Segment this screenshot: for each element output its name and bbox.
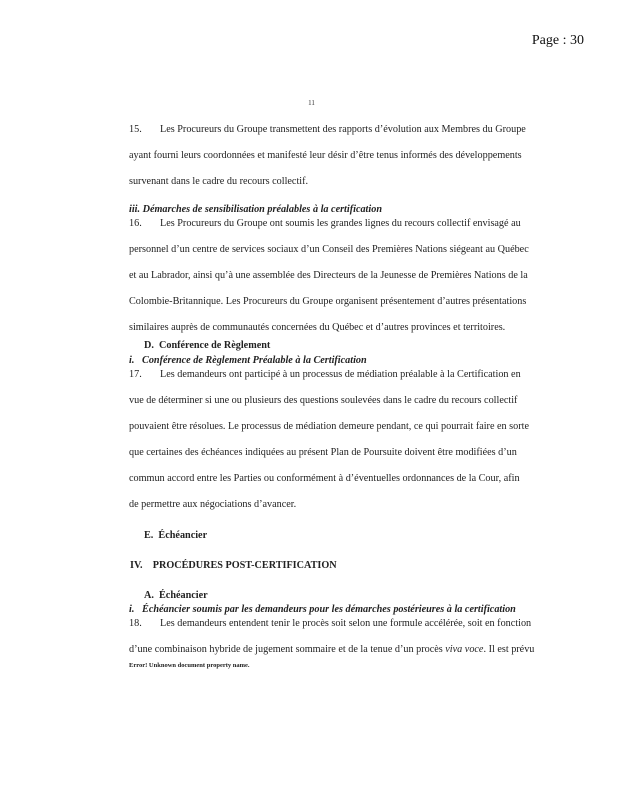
paragraph-16-line-4: Colombie-Britannique. Les Procureurs du Groupe organisent présentement d’autres présentations <box>129 296 527 307</box>
paragraph-17-line-5: commun accord entre les Parties ou conformément à d’éventuelles ordonnances de la Cour, afin <box>129 473 520 484</box>
page-label: Page : 30 <box>531 33 584 48</box>
paragraph-number: 15. <box>129 124 142 135</box>
section-heading-A: A. Échéancier <box>144 590 208 601</box>
paragraph-17-line-6: de permettre aux négociations d’avancer. <box>129 499 297 510</box>
paragraph-17-line-2: vue de déterminer si une ou plusieurs des questions soulevées dans le cadre du recours collectif <box>129 395 518 406</box>
paragraph-number: 17. <box>129 369 142 380</box>
paragraph-16-line-5: similaires auprès de communautés concernées du Québec et d’autres provinces et territoires. <box>129 322 506 333</box>
subheading-A-i: i. Échéancier soumis par les demandeurs pour les démarches postérieures à la certification <box>129 604 516 615</box>
paragraph-text: Les Procureurs du Groupe transmettent des rapports d’évolution aux Membres du Groupe <box>160 124 526 135</box>
paragraph-text: Les demandeurs entendent tenir le procès soit selon une formule accélérée, soit en fonction <box>160 618 532 629</box>
subheading-iii: iii. Démarches de sensibilisation préalables à la certification <box>129 204 382 215</box>
paragraph-text: Les Procureurs du Groupe ont soumis les grandes lignes du recours collectif envisagé au <box>160 218 521 229</box>
paragraph-16-line-2: personnel d’un centre de services sociaux d’un Conseil des Premières Nations siégeant au Québec <box>129 244 529 255</box>
section-heading-D: D. Conférence de Règlement <box>144 340 271 351</box>
paragraph-17-line-4: que certaines des échéances indiquées au présent Plan de Poursuite doivent être modifiées d’un <box>129 447 517 458</box>
document-footer: Error! Unknown document property name. <box>129 662 250 669</box>
paragraph-text: d’une combinaison hybride de jugement sommaire et de la tenue d’un procès <box>129 644 446 655</box>
paragraph-text-italic: viva voce <box>445 644 484 655</box>
paragraph-17-line-3: pouvaient être résolues. Le processus de médiation demeure pendant, ce qui pourrait faire en sorte <box>129 421 529 432</box>
paragraph-15-line-1 <box>129 124 526 136</box>
paragraph-text: . Il est prévu <box>483 644 535 655</box>
page-number: 11 <box>308 99 315 107</box>
paragraph-number: 16. <box>129 218 142 229</box>
paragraph-17-line-1 <box>129 369 521 381</box>
paragraph-15-line-2: ayant fourni leurs coordonnées et manifesté leur désir d’être tenus informés des développements <box>129 150 522 161</box>
paragraph-text: Les demandeurs ont participé à un processus de médiation préalable à la Certification en <box>160 369 521 380</box>
paragraph-number: 18. <box>129 618 142 629</box>
paragraph-15-line-3: survenant dans le cadre du recours collectif. <box>129 176 309 187</box>
subheading-D-i: i. Conférence de Règlement Préalable à la Certification <box>129 355 367 366</box>
paragraph-18-line-1 <box>129 618 532 630</box>
paragraph-16-line-1 <box>129 218 521 230</box>
paragraph-18-line-2 <box>129 644 535 656</box>
paragraph-16-line-3: et au Labrador, ainsi qu’à une assemblée des Directeurs de la Jeunesse de Premières Nations de la <box>129 270 528 281</box>
section-heading-E: E. Échéancier <box>144 530 208 541</box>
part-heading-IV: IV. PROCÉDURES POST-CERTIFICATION <box>130 560 337 571</box>
